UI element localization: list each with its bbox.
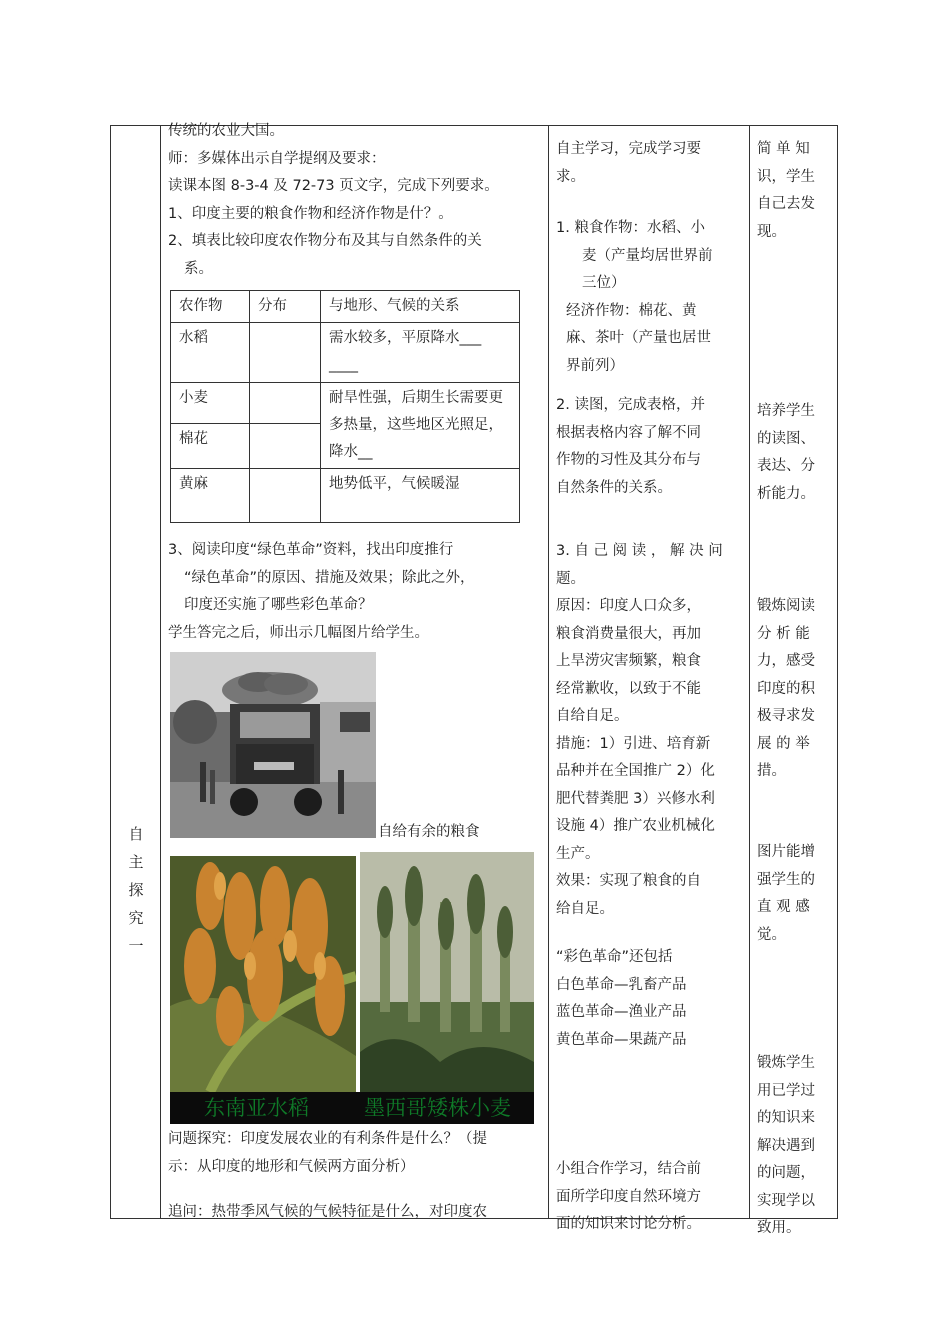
text-line: 措施：1）引进、培育新 [556,735,711,752]
text-line: 上旱涝灾害频繁，粮食 [556,653,701,669]
design-intent-b [757,398,833,508]
text-line: 3、阅读印度“绿色革命”资料，找出印度推行 [168,542,454,558]
column-divider [548,125,549,1219]
text-line: 的问题， [757,1165,815,1181]
table-cell: 棉花 [171,423,250,468]
text-line: 面的知识来讨论分析。 [556,1216,701,1232]
table-cell: 需水较多，平原降水___ ____ [321,323,520,383]
text-line: 生产。 [556,845,600,862]
section-label: 自 主 探 究 一 [128,825,144,955]
design-intent-e [757,1050,833,1243]
truck-photo-caption: 自给有余的粮食 [378,824,480,840]
text-line: 1. 粮食作物：水稻、小 [556,220,705,236]
color-revolutions-list [556,944,744,1054]
text-line: 用已学过 [757,1082,815,1099]
truck-photo [170,652,376,838]
table-cell: 地势低平，气候暖湿 [321,469,520,523]
rice-photo [170,856,356,1092]
text-line: 锻炼阅读 [757,598,815,614]
wheat-photo-caption: 墨西哥矮株小麦 [364,1096,511,1120]
column-divider [160,125,161,1219]
text-line: 经济作物：棉花、黄 [566,302,697,319]
student-activity-text [556,136,744,502]
text-line: 小组合作学习，结合前 [556,1161,701,1177]
text-line: 自己去发 [757,196,815,212]
table-header: 农作物 [171,291,250,323]
text-line: 表达、分 [757,458,815,474]
teacher-activity-text [168,118,546,283]
list-item: 白色革命—乳畜产品 [556,976,687,993]
wheat-photo [360,852,534,1092]
text-line: 三位） [582,275,626,291]
text-line: 致用。 [757,1220,801,1236]
text-line: 印度还实施了哪些彩色革命？ [184,597,373,613]
text-line: 3. 自 己 阅 读 ， 解 决 问 [556,543,723,559]
rice-photo-caption: 东南亚水稻 [204,1096,309,1120]
text-line: 图片能增 [757,844,815,860]
text-line: 追问：热带季风气候的气候特征是什么，对印度农 [168,1204,487,1220]
table-cell [250,383,321,424]
table-cell [250,323,321,383]
table-cell: 黄麻 [171,469,250,523]
text-line: 系。 [184,260,213,277]
text-line: 传统的农业大国。 [168,123,284,139]
text-line: 培养学生 [757,403,815,419]
list-item: 蓝色革命—渔业产品 [556,1004,687,1020]
text-line: 师：多媒体出示自学提纲及要求： [168,150,386,167]
text-line: 根据表格内容了解不同 [556,424,701,441]
design-intent-a [757,136,833,246]
text-line: 效果：实现了粮食的自 [556,873,701,889]
text-line: 自主学习，完成学习要 [556,141,701,157]
text-line: 分 析 能 [757,625,810,642]
text-line: 的知识来 [757,1110,815,1126]
green-revolution-answer [556,538,744,923]
question-3-text [168,537,546,647]
crop-comparison-table [170,290,520,523]
text-line: 求。 [556,168,585,185]
text-line: 2、填表比较印度农作物分布及其与自然条件的关 [168,233,482,249]
text-line: 强学生的 [757,871,815,888]
list-item: 黄色革命—果蔬产品 [556,1031,687,1048]
text-line: 简 单 知 [757,141,810,157]
table-header: 分布 [250,291,321,323]
text-line: 印度的积 [757,680,815,697]
table-header: 与地形、气候的关系 [321,291,520,323]
design-intent-d [757,839,833,949]
text-line: 现。 [757,223,786,240]
text-line: 1、印度主要的粮食作物和经济作物是什？。 [168,205,453,222]
table-cell: 小麦 [171,383,250,424]
table-cell: 水稻 [171,323,250,383]
text-line: 2. 读图，完成表格，并 [556,397,705,413]
text-line: “彩色革命”还包括 [556,949,673,965]
text-line: 锻炼学生 [757,1055,815,1071]
text-line: 原因：印度人口众多， [556,598,701,614]
text-line: 麦（产量均居世界前 [582,247,713,264]
text-line: 析能力。 [757,485,815,502]
text-line: 识，学生 [757,168,815,185]
text-line: 解决遇到 [757,1137,815,1154]
table-cell [250,423,321,468]
text-line: 实现学以 [757,1192,815,1209]
text-line: 面所学印度自然环境方 [556,1188,701,1205]
photo-caption-bar [170,1092,534,1124]
group-study-text [556,1156,744,1239]
text-line: 肥代替粪肥 3）兴修水利 [556,790,715,807]
text-line: 自给自足。 [556,708,629,724]
column-divider [749,125,750,1219]
text-line: 展 的 举 [757,735,810,752]
text-line: 粮食消费量很大，再加 [556,625,701,642]
text-line: 题。 [556,570,585,587]
text-line: 学生答完之后，师出示几幅图片给学生。 [168,624,429,641]
text-line: 问题探究：印度发展农业的有利条件是什么？（提 [168,1131,487,1147]
text-line: 措。 [757,763,786,779]
text-line: 直 观 感 [757,899,810,915]
design-intent-c [757,593,833,786]
text-line: 的读图、 [757,430,815,447]
text-line: 读课本图 8-3-4 及 72-73 页文字，完成下列要求。 [168,178,499,194]
table-cell: 耐旱性强，后期生长需要更多热量，这些地区光照足，降水__ [321,383,520,469]
text-line: 力，感受 [757,653,815,669]
text-line: 给自足。 [556,900,614,917]
text-line: 示：从印度的地形和气候两方面分析） [168,1158,415,1175]
text-line: 极寻求发 [757,708,815,724]
problem-inquiry-text [168,1126,546,1227]
text-line: 经常歉收，以致于不能 [556,680,701,697]
text-line: 觉。 [757,926,786,943]
text-line: 设施 4）推广农业机械化 [556,818,715,834]
text-line: 品种并在全国推广 2）化 [556,763,715,779]
text-line: 自然条件的关系。 [556,479,672,496]
text-line: 界前列） [566,357,624,374]
text-line: “绿色革命”的原因、措施及效果；除此之外， [184,569,475,586]
table-cell [250,469,321,523]
text-line: 作物的习性及其分布与 [556,452,701,468]
text-line: 麻、茶叶（产量也居世 [566,330,711,346]
